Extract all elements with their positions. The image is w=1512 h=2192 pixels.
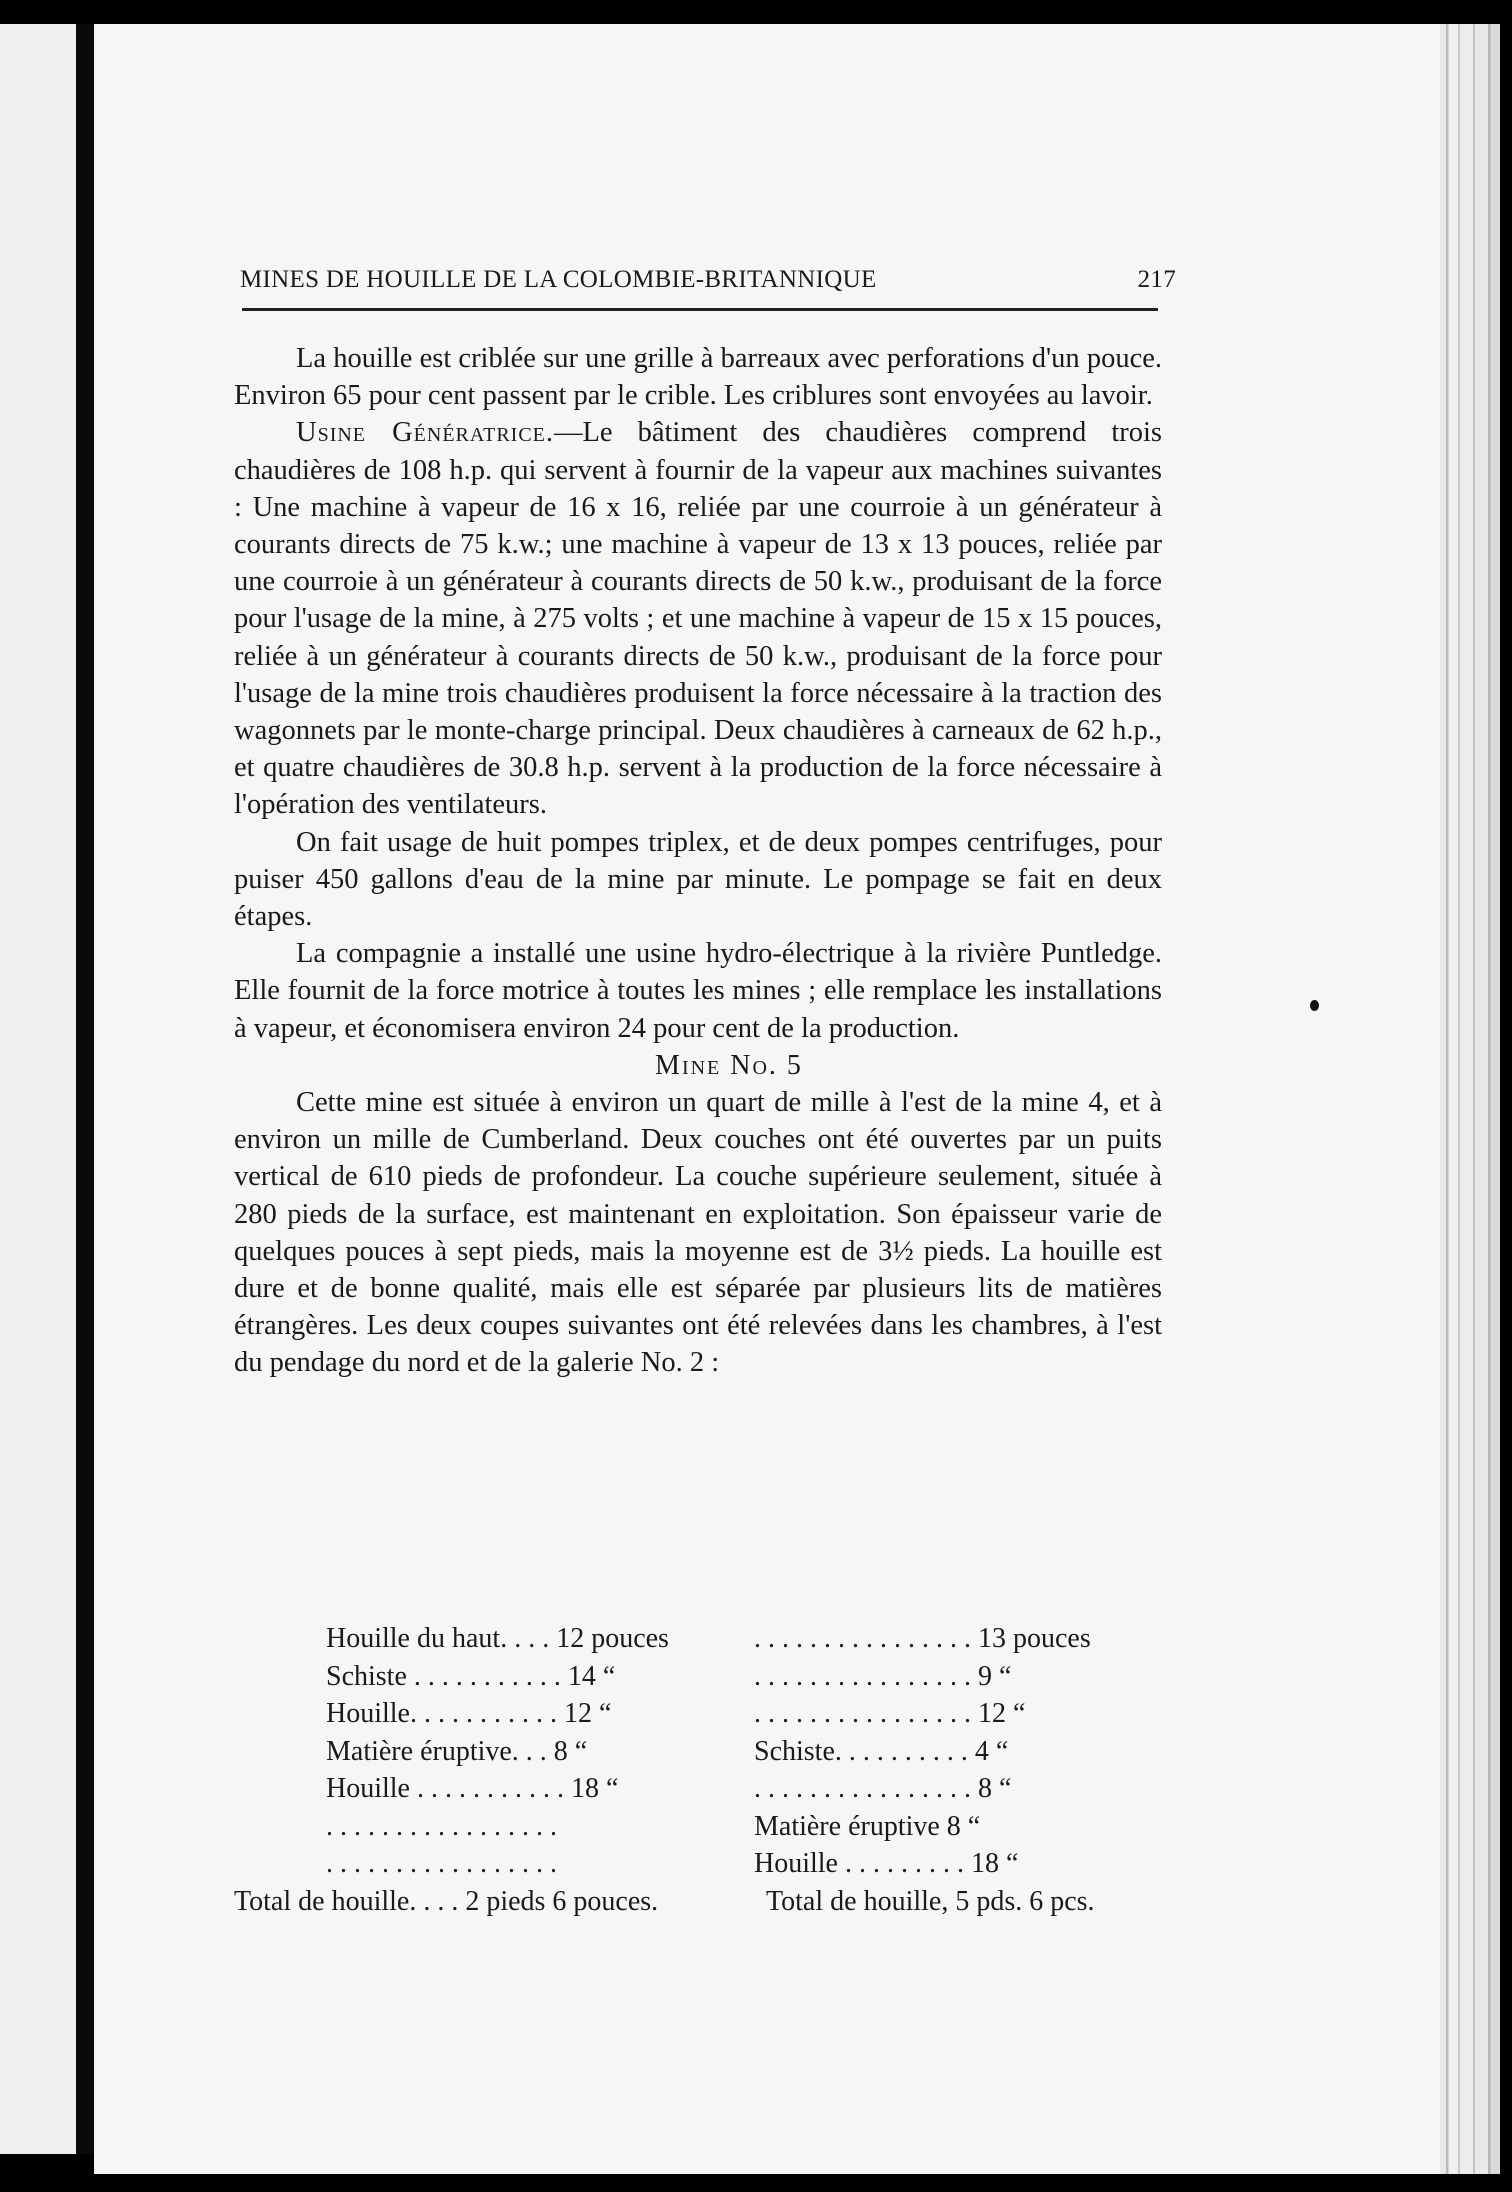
right-section-cell: . . . . . . . . . . . . . . . . 12 “ <box>754 1698 1026 1729</box>
paragraph-mine-5: Cette mine est située à environ un quart de mille à l'est de la mine 4, et à environ un mille de Cumberland. Deux couches ont été ouvertes par un puits vertical de 610 pieds de profondeur. La couche supérieure seulement, située à 280 pieds de la surface, est maintenant en exploitation. Son épaisseur varie de quelques pouces à sept pieds, mais la moyenne est de 3½ pieds. La houille est dure et de bonne qualité, mais elle est séparée par plusieurs lits de matières étrangères. Les deux coupes suivantes ont été relevées dans les chambres, à l'est du pendage du nord et de la galerie No. 2 : <box>234 1087 1162 1379</box>
left-section-cell: Matière éruptive. . . 8 “ <box>326 1735 588 1767</box>
right-section-cell: . . . . . . . . . . . . . . . . 9 “ <box>754 1660 1012 1692</box>
table-total-row <box>234 1883 1162 1921</box>
paragraph-power-plant-body: —Le bâtiment des chaudières comprend trois chaudières de 108 h.p. qui servent à fournir de la vapeur aux machines suivantes : Une machine à vapeur de 16 x 16, reliée par une courroie à un générateur à courants directs de 75 k.w.; une machine à vapeur de 13 x 13 pouces, reliée par une courroie à un générateur à courants directs de 50 k.w., produisant de la force pour l'usage de la mine, à 275 volts ; et une machine à vapeur de 15 x 15 pouces, reliée à un générateur à courants directs de 50 k.w., produisant de la force pour l'usage de la mine trois chaudières produisent la force nécessaire à la traction des wagonnets par le monte-charge principal. Deux chaudières à carneaux de 62 h.p., et quatre chaudières de 30.8 h.p. servent à la production de la force nécessaire à l'opération des ventilateurs. <box>234 417 1162 821</box>
paragraph-hydro: La compagnie a installé une usine hydro-électrique à la rivière Puntledge. Elle fournit de la force motrice à toutes les mines ; elle remplace les installations à vapeur, et économisera environ 24 pour cent de la production. <box>234 938 1162 1044</box>
page-number: 217 <box>1137 266 1176 293</box>
total-left: Total de houille. . . . 2 pieds 6 pouces. <box>234 1885 659 1917</box>
table-row <box>234 1658 1162 1696</box>
left-section-cell: . . . . . . . . . . . . . . . . . <box>326 1848 557 1879</box>
body-text <box>234 340 1162 1382</box>
section-heading: Mine No. 5 <box>655 1049 803 1081</box>
right-section-cell: . . . . . . . . . . . . . . . . 13 pouces <box>754 1623 1091 1654</box>
right-section-cell: . . . . . . . . . . . . . . . . 8 “ <box>754 1773 1012 1804</box>
left-section-cell: Houille. . . . . . . . . . . 12 “ <box>326 1698 612 1729</box>
coal-sections-table <box>234 1620 1162 1920</box>
right-section-cell: Matière éruptive 8 “ <box>754 1810 981 1842</box>
left-section-cell: Schiste . . . . . . . . . . . 14 “ <box>326 1660 616 1692</box>
table-row <box>234 1808 1162 1846</box>
right-section-cell: Schiste. . . . . . . . . . 4 “ <box>754 1735 1009 1767</box>
page-stack-edge <box>1440 24 1500 2174</box>
left-section-cell: Houille . . . . . . . . . . . 18 “ <box>326 1773 619 1804</box>
paragraph-lead-in: Usine Génératrice. <box>296 417 554 449</box>
left-section-cell: Houille du haut. . . . 12 pouces <box>326 1623 669 1654</box>
paragraph-power-plant <box>234 414 1162 823</box>
running-header <box>240 266 1176 294</box>
header-rule <box>242 308 1158 311</box>
table-row <box>234 1770 1162 1808</box>
table-row <box>234 1733 1162 1771</box>
right-section-cell: Houille . . . . . . . . . 18 “ <box>754 1848 1019 1879</box>
book-gutter <box>76 24 94 2154</box>
table-row <box>234 1695 1162 1733</box>
left-section-cell: . . . . . . . . . . . . . . . . . <box>326 1810 557 1842</box>
header-title: MINES DE HOUILLE DE LA COLOMBIE-BRITANNIQUE <box>240 266 877 293</box>
table-row <box>234 1620 1162 1658</box>
paragraph-pumps: On fait usage de huit pompes triplex, et de deux pompes centrifuges, pour puiser 450 gallons d'eau de la mine par minute. Le pompage se fait en deux étapes. <box>234 826 1162 933</box>
table-row <box>234 1845 1162 1883</box>
adjacent-page-edge <box>0 24 76 2154</box>
total-right: Total de houille, 5 pds. 6 pcs. <box>766 1885 1095 1917</box>
paragraph-screening: La houille est criblée sur une grille à barreaux avec perforations d'un pouce. Environ 65 pour cent passent par le crible. Les criblures sont envoyées au lavoir. <box>234 343 1162 412</box>
margin-dot <box>1310 1000 1319 1011</box>
